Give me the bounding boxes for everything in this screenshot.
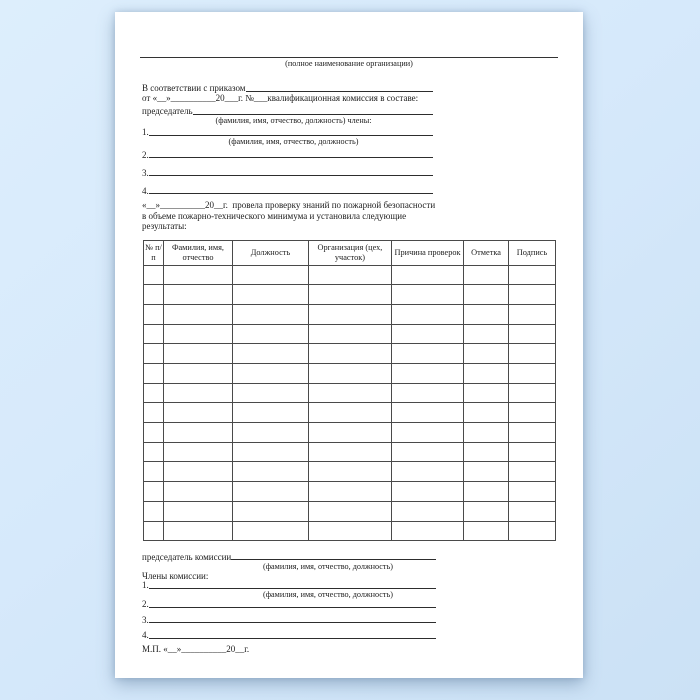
empty-cell <box>508 403 555 423</box>
empty-cell <box>144 344 164 364</box>
empty-cell <box>144 501 164 521</box>
empty-cell <box>163 501 232 521</box>
member-number: 1. <box>142 580 149 590</box>
empty-cell <box>464 324 509 344</box>
empty-cell <box>464 285 509 305</box>
table-row <box>144 521 556 541</box>
empty-cell <box>508 501 555 521</box>
member-number: 3. <box>142 614 149 625</box>
table-row <box>144 442 556 462</box>
empty-cell <box>163 462 232 482</box>
table-header-row <box>144 241 556 266</box>
empty-cell <box>163 442 232 462</box>
empty-cell <box>391 265 463 285</box>
empty-cell <box>144 265 164 285</box>
empty-cell <box>163 403 232 423</box>
empty-cell <box>308 265 391 285</box>
member-number: 4. <box>142 185 149 196</box>
empty-cell <box>391 423 463 443</box>
member-signature-line-1 <box>142 581 436 591</box>
empty-cell <box>308 344 391 364</box>
member-line-1 <box>142 126 433 137</box>
empty-cell <box>391 462 463 482</box>
empty-cell <box>163 285 232 305</box>
empty-cell <box>163 344 232 364</box>
empty-cell <box>163 304 232 324</box>
empty-cell <box>508 462 555 482</box>
table-row <box>144 285 556 305</box>
empty-cell <box>232 265 308 285</box>
empty-cell <box>232 442 308 462</box>
empty-cell <box>464 383 509 403</box>
empty-cell <box>391 521 463 541</box>
empty-cell <box>232 285 308 305</box>
empty-cell <box>464 482 509 502</box>
stamp-date-line: М.П. «__»__________20__г. <box>142 643 250 654</box>
table-row <box>144 324 556 344</box>
results-table <box>143 240 556 541</box>
empty-cell <box>508 364 555 384</box>
empty-cell <box>163 482 232 502</box>
document-page <box>115 12 583 678</box>
table-row <box>144 344 556 364</box>
empty-cell <box>508 344 555 364</box>
empty-cell <box>144 482 164 502</box>
order-date-line: от «__»__________20___г. №___квалификационная комиссия в составе: <box>142 93 419 104</box>
fio-caption: (фамилия, имя, отчество, должность) <box>263 590 393 599</box>
empty-cell <box>464 423 509 443</box>
member-signature-line-3 <box>142 615 436 625</box>
empty-cell <box>163 383 232 403</box>
empty-cell <box>144 364 164 384</box>
member-number: 2. <box>142 599 149 609</box>
member-number: 2. <box>142 149 149 160</box>
empty-cell <box>508 285 555 305</box>
member-number: 1. <box>142 127 149 138</box>
member-number: 4. <box>142 630 149 640</box>
empty-cell <box>464 501 509 521</box>
empty-cell <box>464 364 509 384</box>
empty-cell <box>391 482 463 502</box>
org-name-blank-line <box>140 42 558 58</box>
empty-cell <box>308 304 391 324</box>
fio-members-caption: (фамилия, имя, отчество, должность) члены: <box>215 116 372 126</box>
fio-caption: (фамилия, имя, отчество, должность) <box>263 561 393 571</box>
empty-cell <box>163 521 232 541</box>
order-label: В соответствии с приказом <box>142 83 246 94</box>
empty-cell <box>232 501 308 521</box>
empty-cell <box>144 304 164 324</box>
blank-line <box>149 135 433 136</box>
empty-cell <box>391 403 463 423</box>
paragraph-line: «__»__________20__г. провела проверку знаний по пожарной безопасности <box>142 200 436 210</box>
member-signature-line-2 <box>142 600 436 610</box>
blank-line <box>149 588 436 589</box>
empty-cell <box>308 462 391 482</box>
fio-caption: (фамилия, имя, отчество, должность) <box>228 137 359 147</box>
empty-cell <box>144 442 164 462</box>
paragraph-line: в объеме пожарно-технического минимума и установила следующие <box>142 210 407 221</box>
empty-cell <box>163 364 232 384</box>
empty-cell <box>391 442 463 462</box>
empty-cell <box>308 423 391 443</box>
empty-cell <box>232 462 308 482</box>
table-row <box>144 482 556 502</box>
empty-cell <box>508 383 555 403</box>
blank-line <box>149 622 436 623</box>
empty-cell <box>308 324 391 344</box>
empty-cell <box>308 403 391 423</box>
empty-cell <box>464 304 509 324</box>
blank-line <box>149 157 433 158</box>
member-line-3 <box>142 166 433 177</box>
empty-cell <box>464 462 509 482</box>
empty-cell <box>232 482 308 502</box>
member-line-2 <box>142 149 433 160</box>
empty-cell <box>144 521 164 541</box>
org-name-block <box>140 42 558 69</box>
table-row <box>144 501 556 521</box>
empty-cell <box>144 383 164 403</box>
empty-cell <box>464 521 509 541</box>
empty-cell <box>508 304 555 324</box>
empty-cell <box>391 383 463 403</box>
empty-cell <box>391 285 463 305</box>
empty-cell <box>163 265 232 285</box>
empty-cell <box>144 403 164 423</box>
empty-cell <box>232 423 308 443</box>
org-name-caption: (полное наименование организации) <box>285 59 413 68</box>
empty-cell <box>144 423 164 443</box>
empty-cell <box>144 462 164 482</box>
empty-cell <box>232 324 308 344</box>
blank-line <box>231 559 436 560</box>
empty-cell <box>508 521 555 541</box>
blank-line <box>149 175 433 176</box>
chairman-label: председатель <box>142 106 193 117</box>
empty-cell <box>464 344 509 364</box>
blank-line <box>193 114 433 115</box>
empty-cell <box>391 304 463 324</box>
empty-cell <box>508 265 555 285</box>
signature-section <box>142 552 436 653</box>
empty-cell <box>308 285 391 305</box>
empty-cell <box>232 521 308 541</box>
table-row <box>144 462 556 482</box>
empty-cell <box>232 344 308 364</box>
table-row <box>144 265 556 285</box>
column-header: Причина проверок <box>391 241 463 266</box>
empty-cell <box>308 501 391 521</box>
member-number: 3. <box>142 167 149 178</box>
chairman-line <box>142 105 433 116</box>
empty-cell <box>163 324 232 344</box>
check-statement-paragraph <box>142 200 442 232</box>
member-line-4 <box>142 184 433 195</box>
empty-cell <box>163 423 232 443</box>
empty-cell <box>508 482 555 502</box>
empty-cell <box>391 364 463 384</box>
empty-cell <box>308 521 391 541</box>
member-signature-line-4 <box>142 631 436 641</box>
empty-cell <box>464 265 509 285</box>
empty-cell <box>508 423 555 443</box>
table-row <box>144 403 556 423</box>
empty-cell <box>144 324 164 344</box>
empty-cell <box>391 344 463 364</box>
chairman-signature-label: председатель комиссии <box>142 551 232 562</box>
column-header: Должность <box>232 241 308 266</box>
empty-cell <box>144 285 164 305</box>
empty-cell <box>308 364 391 384</box>
blank-line <box>149 638 436 639</box>
empty-cell <box>508 324 555 344</box>
paragraph-line: результаты: <box>142 221 187 232</box>
empty-cell <box>308 442 391 462</box>
blank-line <box>246 91 434 92</box>
empty-cell <box>464 442 509 462</box>
column-header: Отметка <box>464 241 509 266</box>
empty-cell <box>508 442 555 462</box>
blank-line <box>149 607 436 608</box>
chairman-signature-line <box>142 552 436 562</box>
column-header: Организация (цех, участок) <box>308 241 391 266</box>
empty-cell <box>464 403 509 423</box>
table-row <box>144 364 556 384</box>
column-header: № п/п <box>144 241 164 266</box>
members-heading: Члены комиссии: <box>142 571 209 581</box>
column-header: Подпись <box>508 241 555 266</box>
empty-cell <box>391 324 463 344</box>
table-row <box>144 304 556 324</box>
empty-cell <box>232 364 308 384</box>
table-row <box>144 383 556 403</box>
order-line <box>142 82 433 93</box>
empty-cell <box>232 403 308 423</box>
empty-cell <box>232 304 308 324</box>
empty-cell <box>308 383 391 403</box>
empty-cell <box>232 383 308 403</box>
empty-cell <box>391 501 463 521</box>
empty-cell <box>308 482 391 502</box>
table-row <box>144 423 556 443</box>
column-header: Фамилия, имя, отчество <box>163 241 232 266</box>
intro-section <box>142 82 433 196</box>
blank-line <box>149 193 433 194</box>
